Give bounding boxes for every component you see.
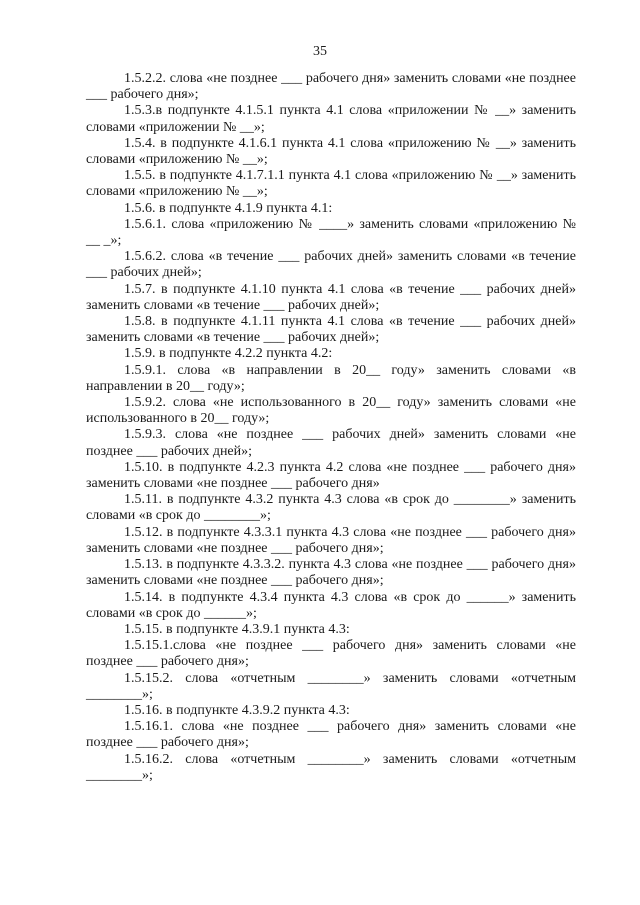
paragraph: 1.5.8. в подпункте 4.1.11 пункта 4.1 слова «в течение ___ рабочих дней» заменить словами «в течение ___ рабочих дней»;	[86, 314, 576, 346]
paragraph: 1.5.16. в подпункте 4.3.9.2 пункта 4.3:	[124, 702, 350, 718]
paragraph: 1.5.2.2. слова «не позднее ___ рабочего дня» заменить словами «не позднее ___ рабочего дня»;	[86, 71, 576, 103]
paragraph: 1.5.6.2. слова «в течение ___ рабочих дней» заменить словами «в течение ___ рабочих дней»;	[86, 249, 576, 281]
paragraph: 1.5.9.2. слова «не использованного в 20__ году» заменить словами «не использованного в 20__ году»;	[86, 395, 576, 427]
paragraph: 1.5.15. в подпункте 4.3.9.1 пункта 4.3:	[124, 621, 350, 637]
paragraph: 1.5.16.2. слова «отчетным ________» заменить словами «отчетным ________»;	[86, 751, 576, 783]
paragraph: 1.5.14. в подпункте 4.3.4 пункта 4.3 слова «в срок до ______» заменить словами «в срок до ______»;	[86, 589, 576, 621]
paragraph: 1.5.6. в подпункте 4.1.9 пункта 4.1:	[124, 200, 333, 216]
paragraph: 1.5.6.1. слова «приложению № ____» заменить словами «приложению № __ _»;	[86, 216, 576, 249]
document-body	[86, 71, 576, 784]
paragraph: 1.5.10. в подпункте 4.2.3 пункта 4.2 слова «не позднее ___ рабочего дня» заменить словами «не позднее ___ рабочего дня»	[86, 459, 576, 492]
paragraph: 1.5.5. в подпункте 4.1.7.1.1 пункта 4.1 слова «приложению № __» заменить словами «приложению № __»;	[86, 168, 576, 200]
paragraph: 1.5.9. в подпункте 4.2.2 пункта 4.2:	[124, 346, 333, 362]
paragraph: 1.5.9.3. слова «не позднее ___ рабочих дней» заменить словами «не позднее ___ рабочих дней»;	[86, 427, 576, 459]
paragraph: 1.5.15.1.слова «не позднее ___ рабочего дня» заменить словами «не позднее ___ рабочего дня»;	[86, 638, 576, 670]
paragraph: 1.5.13. в подпункте 4.3.3.2. пункта 4.3 слова «не позднее ___ рабочего дня» заменить словами «не позднее ___ рабочего дня»;	[86, 557, 576, 589]
page-number: 35	[313, 44, 327, 59]
paragraph: 1.5.11. в подпункте 4.3.2 пункта 4.3 слова «в срок до ________» заменить словами «в срок до ________»;	[86, 492, 576, 524]
paragraph: 1.5.15.2. слова «отчетным ________» заменить словами «отчетным ________»;	[86, 670, 576, 702]
paragraph: 1.5.16.1. слова «не позднее ___ рабочего дня» заменить словами «не позднее ___ рабочего дня»;	[86, 719, 576, 751]
paragraph: 1.5.4. в подпункте 4.1.6.1 пункта 4.1 слова «приложению № __» заменить словами «приложению № __»;	[86, 135, 576, 168]
paragraph: 1.5.9.1. слова «в направлении в 20__ году» заменить словами «в направлении в 20__ году»;	[86, 362, 576, 394]
paragraph: 1.5.12. в подпункте 4.3.3.1 пункта 4.3 слова «не позднее ___ рабочего дня» заменить словами «не позднее ___ рабочего дня»;	[86, 524, 576, 556]
paragraph: 1.5.3.в подпункте 4.1.5.1 пункта 4.1 слова «приложении № __» заменить словами «приложении № __»;	[86, 103, 576, 135]
paragraph: 1.5.7. в подпункте 4.1.10 пункта 4.1 слова «в течение ___ рабочих дней» заменить словами «в течение ___ рабочих дней»;	[86, 281, 576, 313]
